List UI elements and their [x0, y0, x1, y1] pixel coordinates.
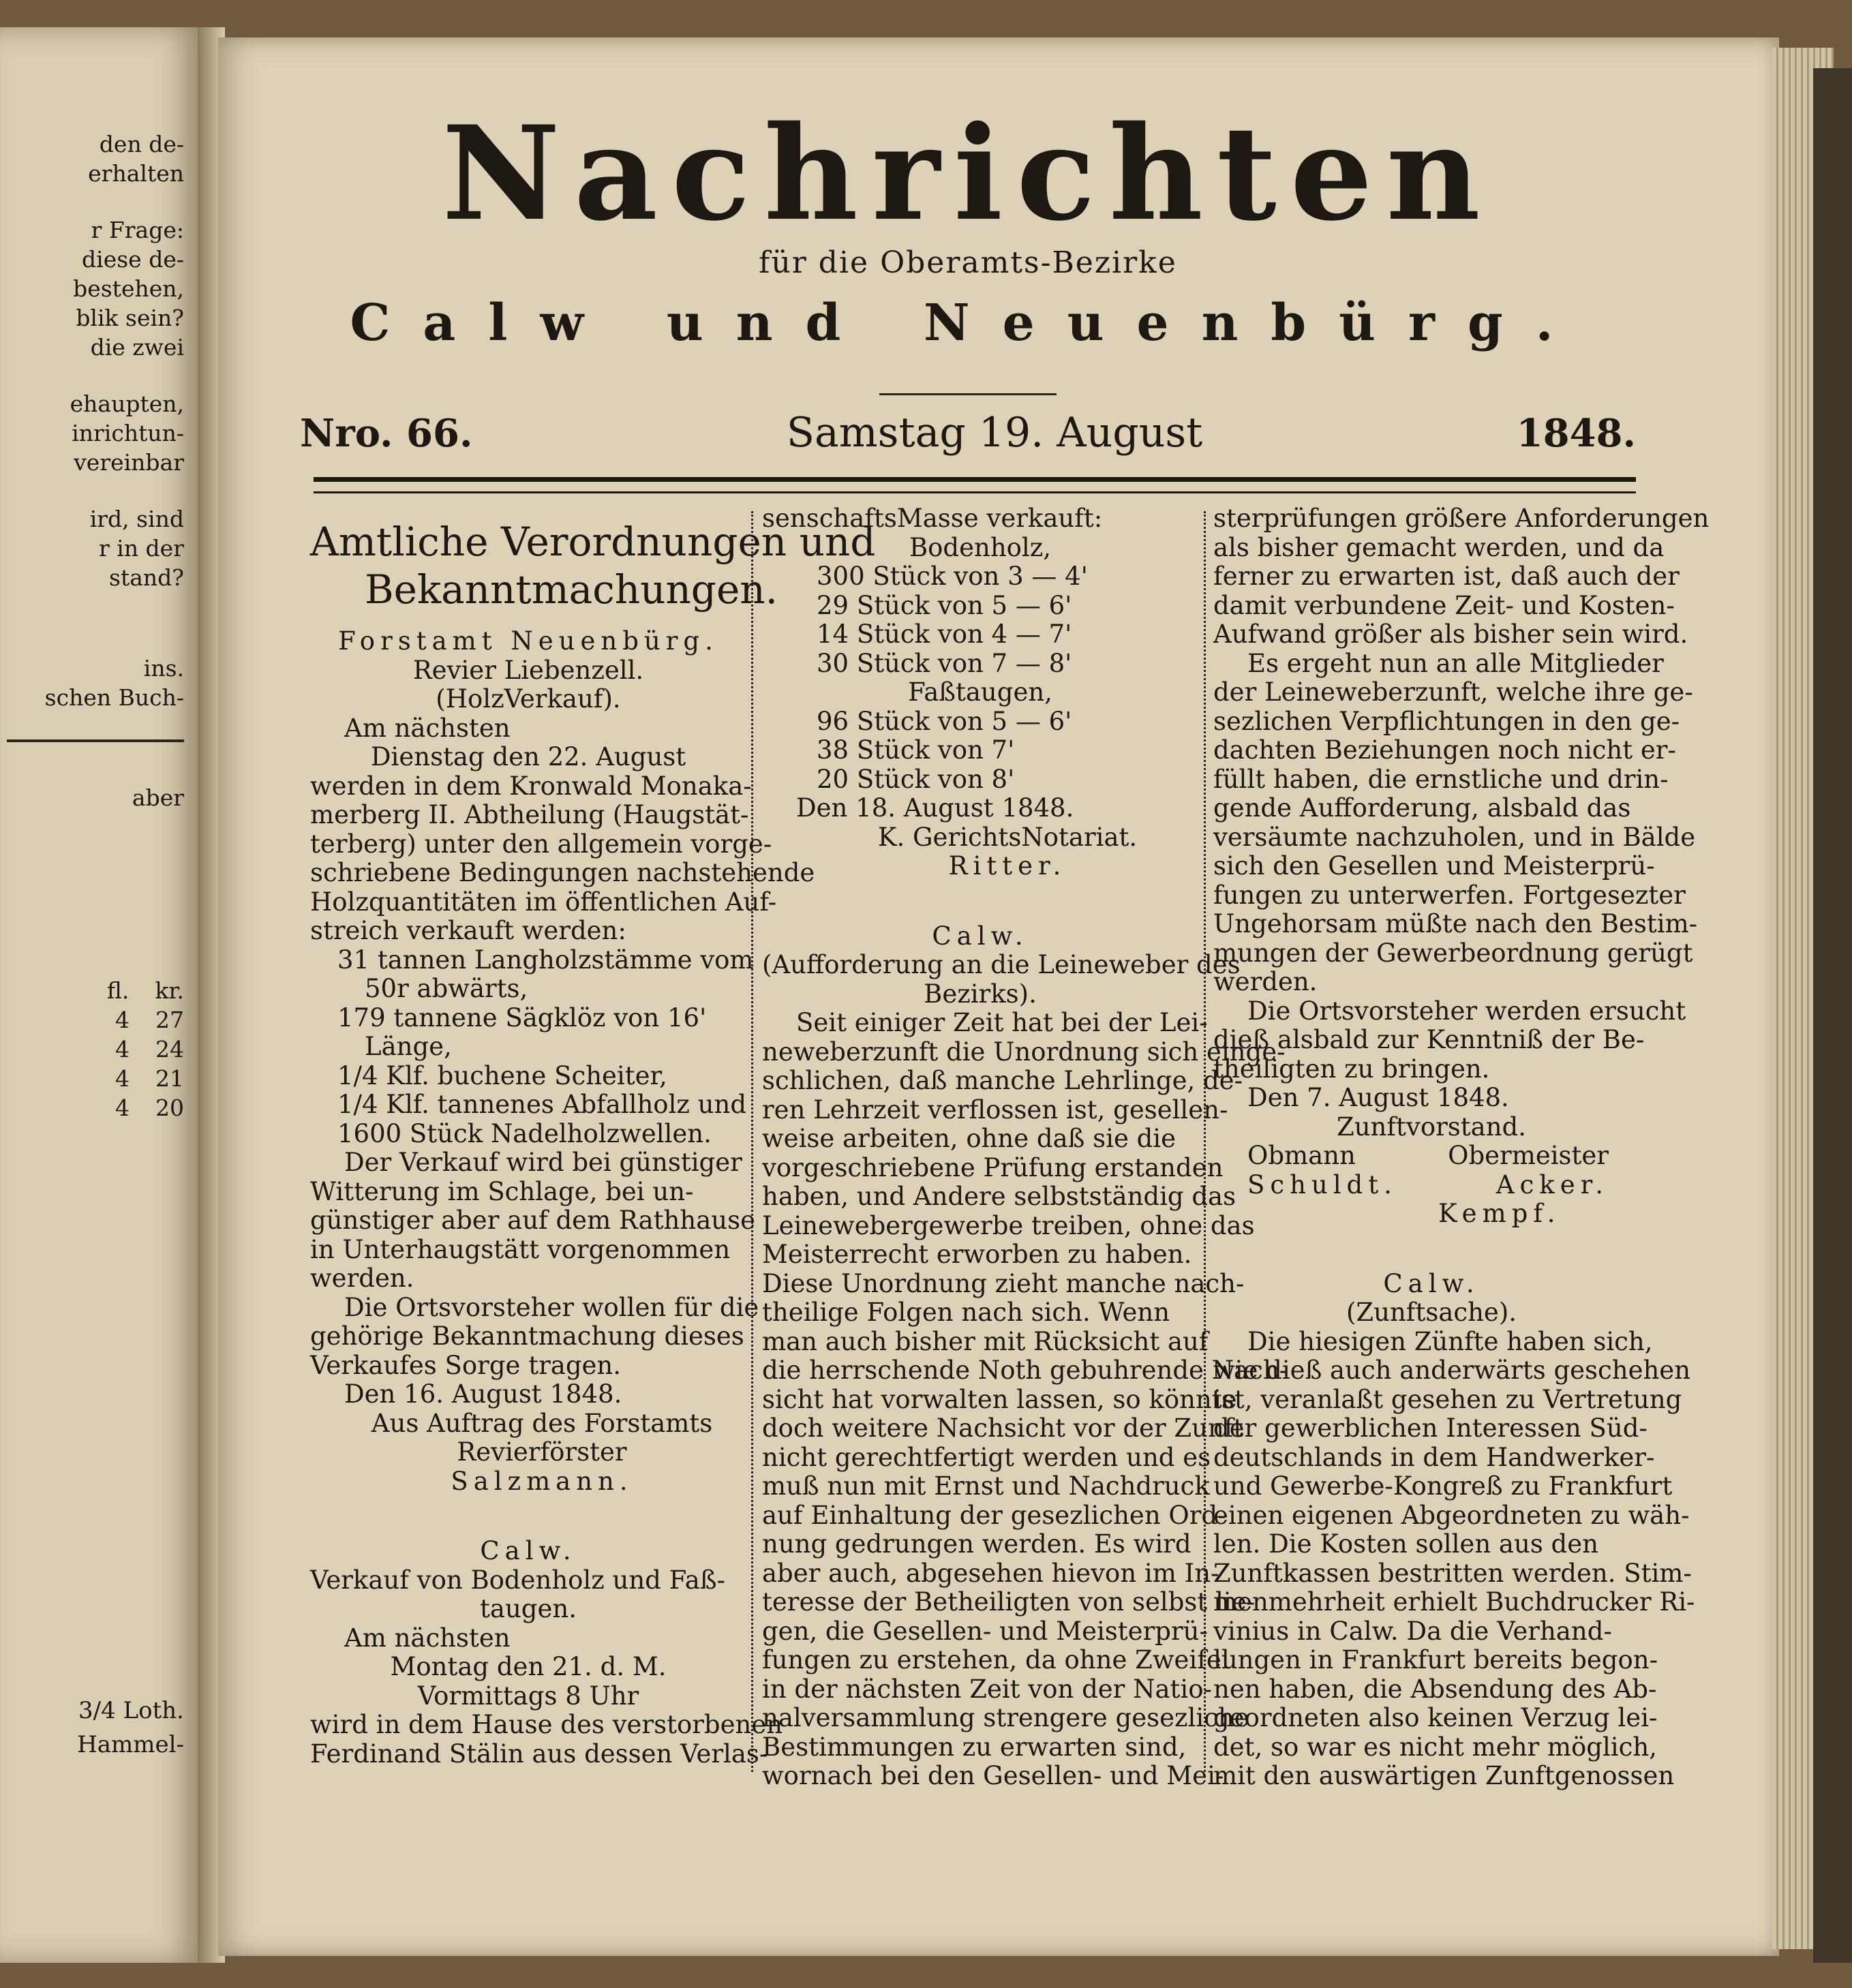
notice-line: Zunftvorstand.: [1337, 1112, 1526, 1142]
spacer: [762, 881, 1198, 922]
notice-line: Dienstag den 22. August: [370, 742, 686, 771]
column-2: [762, 504, 1288, 1791]
notice-line: 31 tannen Langholzstämme vom: [337, 945, 754, 975]
fragment-line: diese de-: [82, 246, 184, 273]
price-cell: 4: [115, 1065, 130, 1092]
price-cell: 24: [155, 1036, 184, 1062]
price-header-cell: fl.: [106, 977, 130, 1004]
notice-line: Montag den 21. d. M.: [390, 1652, 667, 1681]
notice-line: vinius in Calw. Da die Verhand-: [1213, 1616, 1612, 1646]
notice-line: deutschlands in dem Handwerker-: [1213, 1442, 1655, 1472]
notice-line: damit verbundene Zeit- und Kosten-: [1213, 590, 1675, 620]
signature-title: Obermeister: [1448, 1141, 1609, 1170]
heading-line: Amtliche Verordnungen und: [310, 519, 876, 565]
left-page-bottom: [77, 1694, 184, 1762]
notice-line: Leinewebergewerbe treiben, ohne das: [762, 1210, 1255, 1240]
notice-line: Calw.: [932, 921, 1029, 951]
notice-line: Der Verkauf wird bei günstiger: [344, 1148, 742, 1177]
column-divider: [751, 511, 753, 1772]
notice-line: weise arbeiten, ohne daß sie die: [762, 1124, 1177, 1153]
notice-line: der gewerblichen Interessen Süd-: [1213, 1413, 1648, 1443]
price-cell: 21: [155, 1065, 184, 1092]
heading-line: Bekanntmachungen.: [365, 566, 778, 613]
notice-line: Holzquantitäten im öffentlichen Auf-: [310, 887, 777, 917]
signature-name: Kempf.: [1438, 1199, 1561, 1228]
notice-line: werden.: [310, 1264, 414, 1293]
notice-line: ren Lehrzeit verflossen ist, gesellen-: [762, 1095, 1228, 1125]
price-header: [7, 976, 184, 1005]
notice-line: wie dieß auch anderwärts geschehen: [1213, 1356, 1691, 1385]
price-cell: 4: [115, 1007, 130, 1033]
notice-line: Revierförster: [457, 1437, 627, 1467]
notice-line: streich verkauft werden:: [310, 916, 626, 945]
notice-line: ist, veranlaßt gesehen zu Vertretung: [1213, 1384, 1682, 1414]
masthead: [300, 97, 1636, 395]
notice-line: 20 Stück von 8': [817, 764, 1015, 794]
notice-line: Bezirks).: [924, 979, 1037, 1009]
notice-line: Den 7. August 1848.: [1247, 1083, 1509, 1112]
fragment-line: schen Buch-: [44, 684, 184, 711]
fragment-line: ird, sind: [89, 506, 184, 532]
notice-line: Die Ortsvorsteher werden ersucht: [1247, 996, 1686, 1026]
fragment-line: ehaupten,: [70, 391, 184, 417]
notice-line: und Gewerbe-Kongreß zu Frankfurt: [1213, 1471, 1673, 1501]
notice-line: Verkaufes Sorge tragen.: [310, 1350, 621, 1380]
notice-line: aber auch, abgesehen hievon im In-: [762, 1558, 1219, 1588]
notice-line: Die Ortsvorsteher wollen für die: [344, 1292, 759, 1322]
price-cell: 20: [155, 1095, 184, 1121]
notice-line: Zunftkassen bestritten werden. Stim-: [1213, 1558, 1692, 1588]
signature-name: Acker.: [1496, 1169, 1609, 1199]
notice-line: gehörige Bekanntmachung dieses: [310, 1321, 744, 1351]
notice-line: 30 Stück von 7 — 8': [817, 648, 1072, 678]
notice-line: fungen zu unterwerfen. Fortgesezter: [1213, 880, 1686, 910]
spacer: [1213, 1229, 1650, 1270]
masthead-rule: [879, 393, 1057, 395]
notice-line: nung gedrungen werden. Es wird: [762, 1529, 1191, 1559]
newspaper-title: Nachrichten: [442, 97, 1494, 249]
column-1: [310, 504, 876, 1769]
notice-line: Ritter.: [948, 851, 1067, 881]
price-header-cell: kr.: [155, 977, 184, 1004]
notice-line: Den 18. August 1848.: [796, 793, 1074, 823]
notice-line: 14 Stück von 4 — 7': [817, 620, 1072, 649]
fragment-line: aber: [132, 784, 184, 811]
price-row: [7, 1093, 184, 1122]
notice-line: teresse der Betheiligten von selbst lie-: [762, 1587, 1256, 1617]
notice-line: in Unterhaugstätt vorgenommen: [310, 1234, 731, 1264]
notice-line: Bodenholz,: [909, 532, 1052, 562]
notice-line: mungen der Gewerbeordnung gerügt: [1213, 938, 1693, 968]
price-cell: 27: [155, 1007, 184, 1033]
price-row: [7, 1064, 184, 1093]
notice-line: Salzmann.: [451, 1466, 633, 1496]
notice-line: schlichen, daß manche Lehrlinge, de-: [762, 1066, 1243, 1095]
notice-line: Aus Auftrag des Forstamts: [371, 1408, 713, 1438]
notice-line: mit den auswärtigen Zunftgenossen: [1213, 1761, 1675, 1790]
notice-line: senschaftsMasse verkauft:: [762, 504, 1103, 533]
notice-line: 96 Stück von 5 — 6': [817, 706, 1072, 736]
notice-line: dachten Beziehungen noch nicht er-: [1213, 735, 1676, 765]
notice-line: wird in dem Hause des verstorbenen: [310, 1710, 783, 1739]
notice-line: auf Einhaltung der gesezlichen Ord-: [762, 1500, 1226, 1530]
signature-name: Schuldt.: [1247, 1169, 1397, 1199]
issue-date: Samstag 19. August: [786, 409, 1203, 457]
notice-line: Seit einiger Zeit hat bei der Lei-: [796, 1008, 1208, 1037]
left-page-rule: [7, 739, 184, 742]
fragment-line: die zwei: [90, 334, 184, 361]
notice-line: werden.: [1213, 967, 1318, 996]
notice-line: günstiger aber auf dem Rathhause: [310, 1206, 755, 1235]
price-cell: 4: [115, 1036, 130, 1062]
notice-line: gende Aufforderung, alsbald das: [1213, 793, 1631, 823]
section-heading: [310, 518, 876, 613]
issue-line: [300, 409, 1636, 457]
notice-line: 1600 Stück Nadelholzwellen.: [337, 1118, 712, 1148]
newspaper-subtitle: für die Oberamts-Bezirke: [759, 245, 1177, 280]
notice-line: gen, die Gesellen- und Meisterprü-: [762, 1616, 1208, 1646]
notice-line: nalversammlung strengere gesezliche: [762, 1703, 1249, 1732]
notice-line: muß nun mit Ernst und Nachdruck: [762, 1471, 1210, 1501]
fragment-line: r in der: [99, 535, 184, 562]
signature-title: Obmann: [1247, 1141, 1356, 1170]
notice-line: neweberzunft die Unordnung sich einge-: [762, 1037, 1286, 1067]
notice-line: die herrschende Noth gebuhrende Nach-: [762, 1356, 1288, 1385]
newspaper-districts: Calw und Neuenbürg.: [350, 294, 1586, 352]
notice-line: len. Die Kosten sollen aus den: [1213, 1529, 1598, 1559]
notice-line: Calw.: [1383, 1268, 1480, 1298]
notice-line: Es ergeht nun an alle Mitglieder: [1247, 648, 1664, 678]
notice-line: nicht gerechtfertigt werden und es: [762, 1442, 1211, 1472]
notice-line: Ungehorsam müßte nach den Bestim-: [1213, 909, 1698, 938]
notice-line: sich den Gesellen und Meisterprü-: [1213, 851, 1655, 881]
notice-line: dieß alsbald zur Kenntniß der Be-: [1213, 1025, 1645, 1054]
issue-number: Nro. 66.: [300, 411, 473, 456]
notice-line: nen haben, die Absendung des Ab-: [1213, 1674, 1657, 1704]
notice-line: in der nächsten Zeit von der Natio-: [762, 1674, 1213, 1704]
fragment-line: bestehen,: [73, 275, 184, 302]
notice-line: (HolzVerkauf).: [436, 684, 621, 714]
notice-line: det, so war es nicht mehr möglich,: [1213, 1732, 1657, 1762]
notice-line: 179 tannene Sägklöz von 16': [337, 1003, 707, 1033]
notice-line: als bisher gemacht werden, und da: [1213, 532, 1665, 562]
notice-line: Länge,: [365, 1032, 452, 1061]
notice-line: theiligten zu bringen.: [1213, 1054, 1490, 1084]
fragment-line: 3/4 Loth.: [78, 1697, 184, 1724]
column-3: [1213, 504, 1710, 1791]
left-page: [0, 27, 204, 1963]
price-cell: 4: [115, 1095, 130, 1121]
notice-line: Forstamt Neuenbürg.: [338, 626, 718, 656]
fragment-line: erhalten: [88, 160, 184, 187]
notice-line: Faßtaugen,: [908, 677, 1052, 707]
notice-line: werden in dem Kronwald Monaka-: [310, 771, 752, 801]
notice-line: Aufwand größer als bisher sein wird.: [1213, 620, 1688, 649]
notice-line: 1/4 Klf. tannenes Abfallholz und: [337, 1090, 747, 1119]
price-row: [7, 1035, 184, 1064]
notice-line: Vormittags 8 Uhr: [417, 1681, 639, 1711]
notice-line: der Leineweberzunft, welche ihre ge-: [1213, 677, 1693, 707]
fragment-line: Hammel-: [77, 1731, 184, 1758]
notice-line: Am nächsten: [344, 713, 511, 743]
notice-line: Calw.: [480, 1536, 577, 1565]
notice-line: (Zunftsache).: [1346, 1298, 1517, 1327]
issue-year: 1848.: [1516, 411, 1636, 456]
book-cover-edge: [1813, 68, 1852, 1963]
signature-row: [1213, 1142, 1650, 1171]
notice-line: sezlichen Verpflichtungen in den ge-: [1213, 706, 1680, 736]
price-row: [7, 1005, 184, 1035]
notice-line: Meisterrecht erworben zu haben.: [762, 1240, 1192, 1269]
signature-row: [1213, 1171, 1650, 1200]
notice-line: vorgeschriebene Prüfung erstanden: [762, 1152, 1224, 1182]
notice-line: Verkauf von Bodenholz und Faß-: [310, 1565, 726, 1595]
price-table: [7, 976, 184, 1122]
fragment-line: den de-: [99, 131, 184, 157]
notice-line: Am nächsten: [344, 1623, 511, 1653]
notice-line: K. GerichtsNotariat.: [877, 822, 1138, 852]
notice-line: 50r abwärts,: [365, 974, 528, 1003]
notice-line: Witterung im Schlage, bei un-: [310, 1176, 694, 1206]
header-double-rule: [314, 477, 1636, 493]
notice-line: haben, und Andere selbstständig das: [762, 1182, 1236, 1211]
notice-line: Den 16. August 1848.: [344, 1379, 622, 1409]
notice-line: Die hiesigen Zünfte haben sich,: [1247, 1326, 1653, 1356]
notice-line: merberg II. Abtheilung (Haugstät-: [310, 800, 749, 829]
fragment-line: ins.: [143, 655, 184, 682]
fragment-line: vereinbar: [74, 449, 184, 476]
notice-line: doch weitere Nachsicht vor der Zunft: [762, 1413, 1244, 1443]
spacer: [310, 1496, 746, 1537]
notice-line: versäumte nachzuholen, und in Bälde: [1213, 822, 1696, 852]
fragment-line: r Frage:: [91, 217, 184, 243]
notice-line: lungen in Frankfurt bereits begon-: [1213, 1645, 1658, 1674]
notice-line: menmehrheit erhielt Buchdrucker Ri-: [1213, 1587, 1695, 1617]
notice-line: sicht hat vorwalten lassen, so könnte: [762, 1384, 1237, 1414]
notice-line: geordneten also keinen Verzug lei-: [1213, 1703, 1658, 1732]
notice-line: Bestimmungen zu erwarten sind,: [762, 1732, 1187, 1762]
left-page-fragments: [7, 129, 184, 1122]
notice-line: Diese Unordnung zieht manche nach-: [762, 1268, 1245, 1298]
notice-line: 29 Stück von 5 — 6': [817, 590, 1072, 620]
notice-line: theilige Folgen nach sich. Wenn: [762, 1298, 1170, 1327]
notice-line: (Aufforderung an die Leineweber des: [762, 950, 1241, 979]
notice-line: 38 Stück von 7': [817, 735, 1015, 765]
notice-line: füllt haben, die ernstliche und drin-: [1213, 764, 1669, 794]
notice-line: fungen zu erstehen, da ohne Zweifel: [762, 1645, 1230, 1674]
notice-line: einen eigenen Abgeordneten zu wäh-: [1213, 1500, 1690, 1530]
notice-line: wornach bei den Gesellen- und Mei-: [762, 1761, 1224, 1790]
notice-line: sterprüfungen größere Anforderungen: [1213, 504, 1710, 533]
notice-line: man auch bisher mit Rücksicht auf: [762, 1326, 1209, 1356]
fragment-line: stand?: [109, 564, 184, 591]
notice-line: schriebene Bedingungen nachstehende: [310, 858, 815, 887]
notice-line: Revier Liebenzell.: [412, 655, 644, 685]
notice-line: terberg) unter den allgemein vorge-: [310, 829, 772, 859]
notice-line: Ferdinand Stälin aus dessen Verlas-: [310, 1739, 768, 1769]
notice-line: ferner zu erwarten ist, daß auch der: [1213, 562, 1680, 591]
notice-line: 300 Stück von 3 — 4': [817, 562, 1088, 591]
notice-line: taugen.: [480, 1594, 577, 1623]
notice-line: 1/4 Klf. buchene Scheiter,: [337, 1060, 667, 1090]
fragment-line: inrichtun-: [72, 420, 184, 446]
fragment-line: blik sein?: [76, 305, 184, 331]
